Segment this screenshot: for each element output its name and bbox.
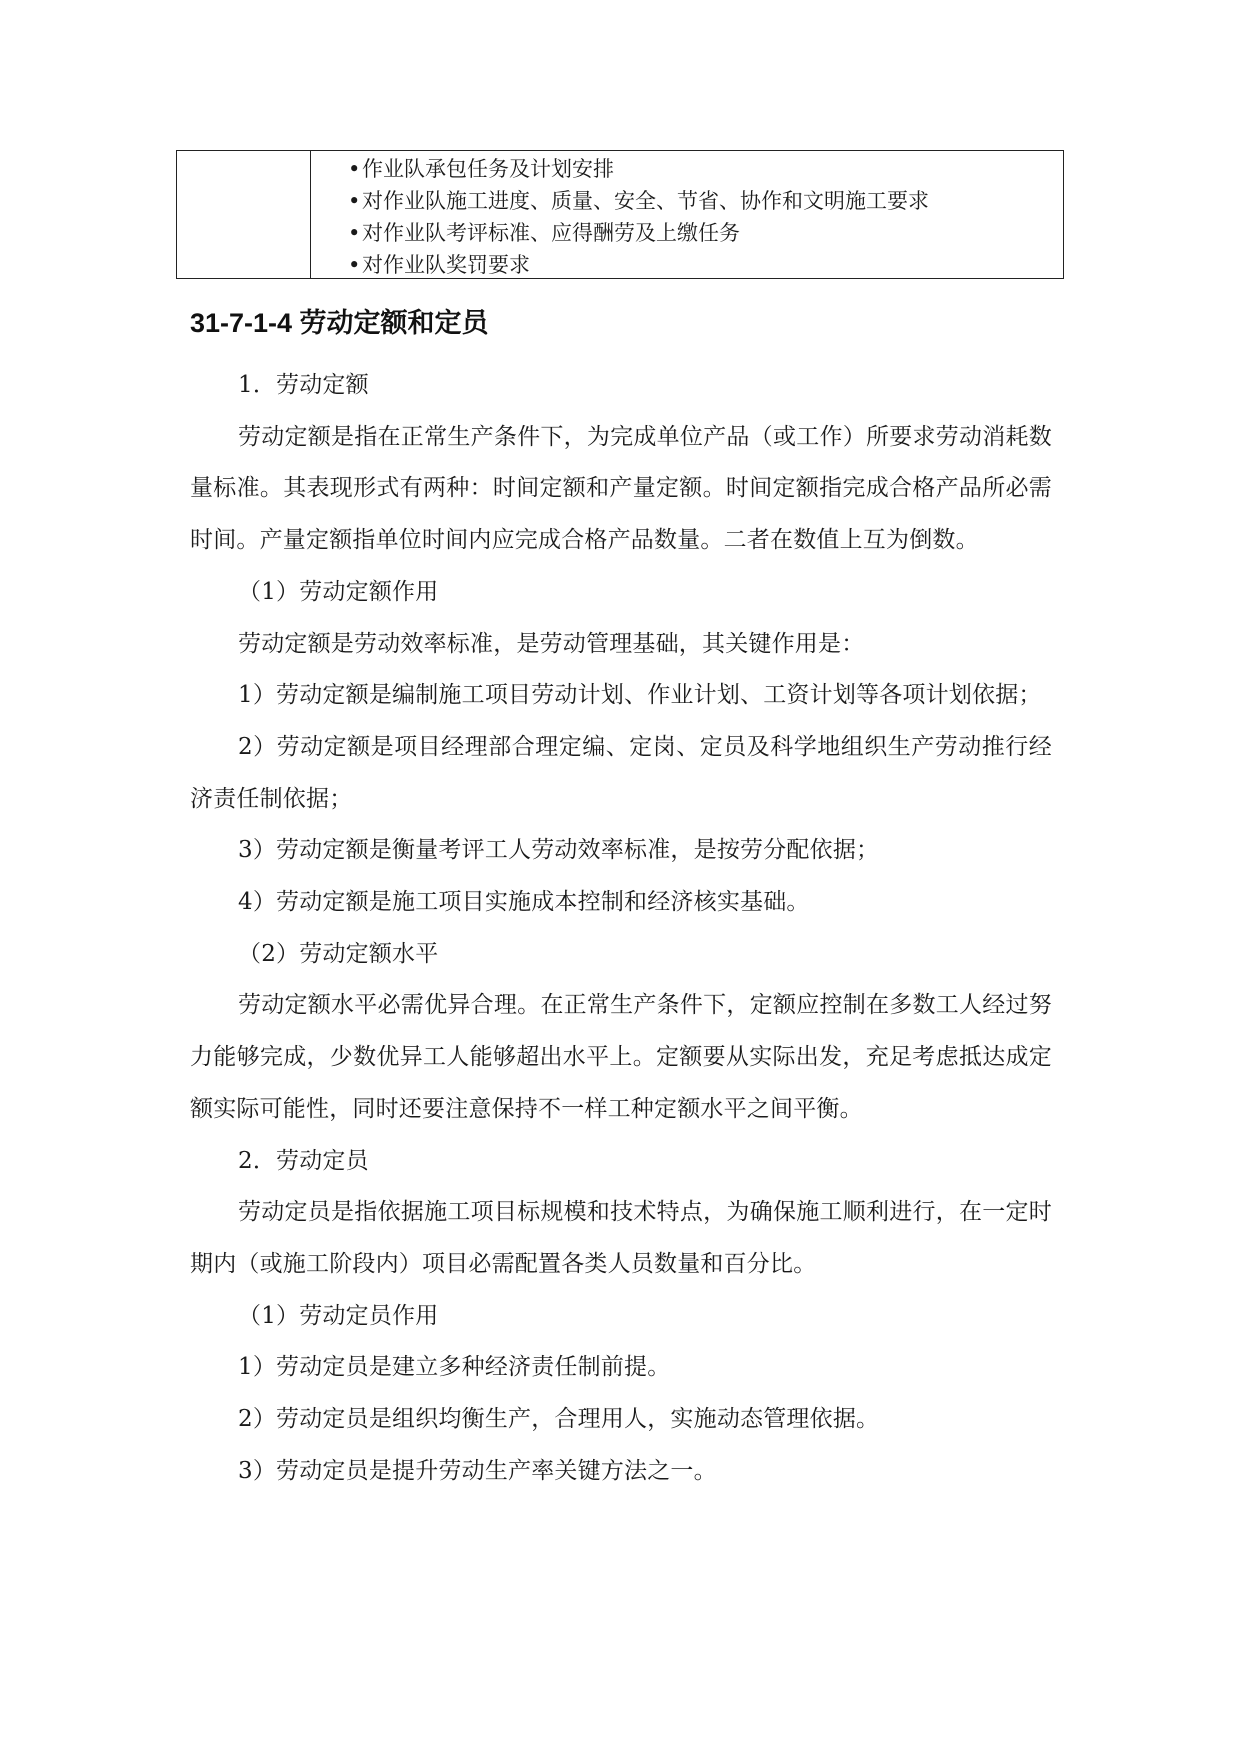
table-bullet-item [311, 249, 1063, 281]
list-item: 3）劳动定额是衡量考评工人劳动效率标准，是按劳分配依据； [238, 837, 880, 864]
table-bullet-text: 对作业队考评标准、应得酬劳及上缴任务 [362, 221, 740, 245]
body-text [190, 360, 1052, 1497]
contract-table [176, 150, 1064, 279]
table-bullet-item [311, 185, 1063, 217]
table-bullet-item [311, 217, 1063, 249]
list-item: 4）劳动定额是施工项目实施成本控制和经济核实基础。 [238, 889, 810, 916]
subsection-title: （2）劳动定额水平 [238, 940, 439, 967]
list-item: 2）劳动定额是项目经理部合理定编、定岗、定员及科学地组织生产劳动推行经济责任制依据； [190, 733, 1052, 812]
bullet-icon: • [348, 157, 361, 181]
list-item: 3）劳动定员是提升劳动生产率关键方法之一。 [238, 1457, 717, 1484]
table-bullet-text: 作业队承包任务及计划安排 [362, 157, 614, 181]
list-item: 1）劳动定额是编制施工项目劳动计划、作业计划、工资计划等各项计划依据； [238, 682, 1042, 709]
bullet-icon: • [348, 253, 361, 277]
section-heading: 31-7-1-4 劳动定额和定员 [190, 308, 489, 338]
subsection-title: （1）劳动定额作用 [238, 578, 439, 605]
table-right-cell [311, 151, 1063, 278]
table-left-cell [177, 151, 311, 278]
paragraph: 劳动定额是指在正常生产条件下，为完成单位产品（或工作）所要求劳动消耗数量标准。其表现形式有两种：时间定额和产量定额。时间定额指完成合格产品所必需时间。产量定额指单位时间内应完成合格产品数量。二者在数值上互为倒数。 [190, 423, 1052, 554]
subsection-title: 1．劳动定额 [238, 372, 369, 398]
subsection-title: 2．劳动定员 [238, 1147, 369, 1174]
list-item: 2）劳动定员是组织均衡生产，合理用人，实施动态管理依据。 [238, 1406, 880, 1433]
list-item: 1）劳动定员是建立多种经济责任制前提。 [238, 1354, 671, 1381]
table-bullet-item [311, 153, 1063, 185]
subsection-title: （1）劳动定员作用 [238, 1302, 439, 1329]
paragraph: 劳动定额是劳动效率标准，是劳动管理基础，其关键作用是： [238, 630, 865, 657]
paragraph: 劳动定员是指依据施工项目标规模和技术特点，为确保施工顺利进行，在一定时期内（或施工阶段内）项目必需配置各类人员数量和百分比。 [190, 1199, 1052, 1277]
bullet-icon: • [348, 221, 361, 245]
paragraph: 劳动定额水平必需优异合理。在正常生产条件下，定额应控制在多数工人经过努力能够完成，少数优异工人能够超出水平上。定额要从实际出发，充足考虑抵达成定额实际可能性，同时还要注意保持不一样工种定额水平之间平衡。 [190, 992, 1052, 1122]
table-bullet-text: 对作业队奖罚要求 [362, 253, 530, 277]
table-bullet-text: 对作业队施工进度、质量、安全、节省、协作和文明施工要求 [362, 189, 929, 213]
bullet-icon: • [348, 189, 361, 213]
